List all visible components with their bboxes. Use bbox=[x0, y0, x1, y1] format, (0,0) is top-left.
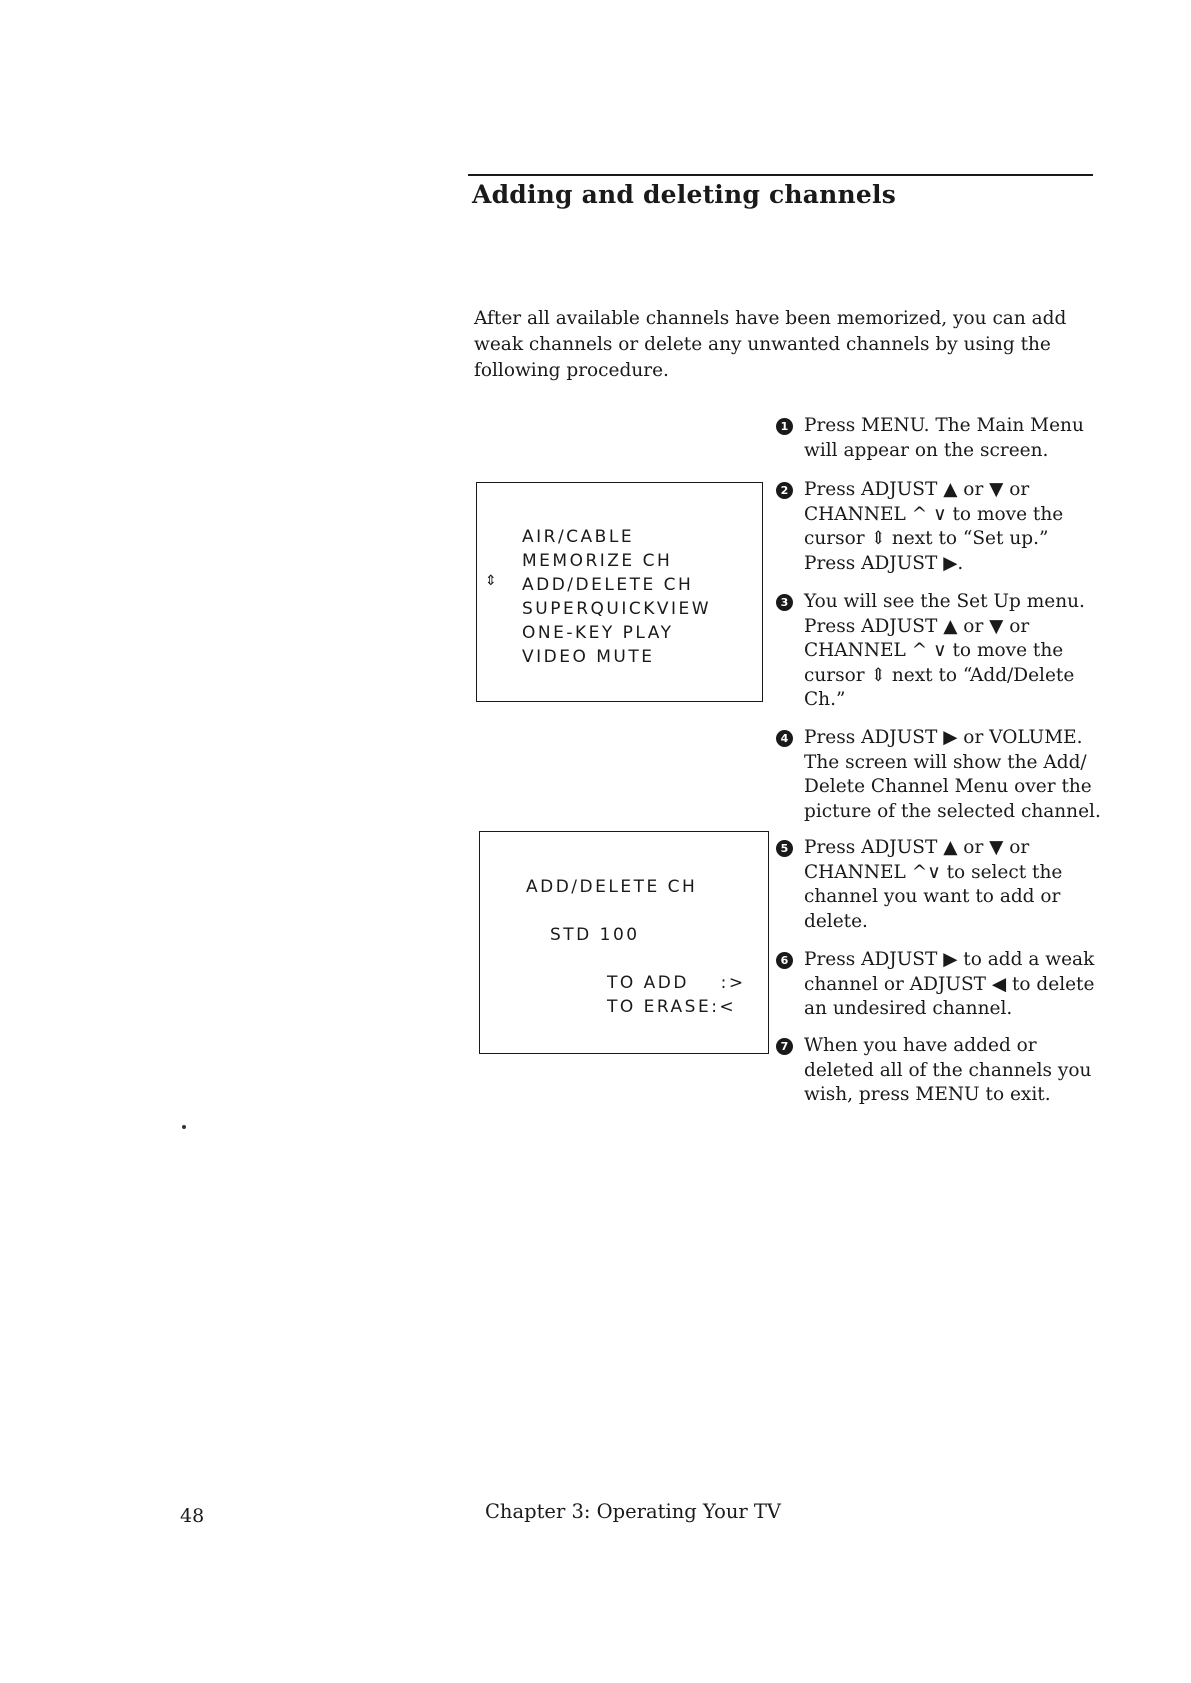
step-number-badge: 4 bbox=[776, 730, 793, 747]
step-2 bbox=[776, 478, 1106, 576]
step-text: Press MENU. The Main Menu will appear on the screen. bbox=[804, 415, 1084, 461]
step-text: Press ADJUST ▲ or ▼ or CHANNEL ^ ∨ to move the cursor ⇕ next to “Set up.” Press ADJUST ▶. bbox=[804, 479, 1064, 574]
step-number-badge: 5 bbox=[776, 840, 793, 857]
menu-item-video-mute: VIDEO MUTE bbox=[522, 647, 655, 667]
step-number-badge: 3 bbox=[776, 594, 793, 611]
step-1 bbox=[776, 414, 1106, 463]
step-number-badge: 6 bbox=[776, 952, 793, 969]
menu-item-one-key-play: ONE-KEY PLAY bbox=[522, 623, 674, 643]
add-delete-title: ADD/DELETE CH bbox=[526, 877, 698, 897]
menu-item-superquickview: SUPERQUICKVIEW bbox=[522, 599, 712, 619]
step-text: Press ADJUST ▶ to add a weak channel or ADJUST ◀ to delete an undesired channel. bbox=[804, 949, 1095, 1019]
step-4 bbox=[776, 726, 1106, 824]
setup-menu-screen bbox=[476, 482, 763, 702]
step-text: Press ADJUST ▲ or ▼ or CHANNEL ^∨ to select the channel you want to add or delete. bbox=[804, 837, 1063, 932]
intro-paragraph bbox=[474, 306, 1074, 384]
page-number: 48 bbox=[180, 1505, 205, 1527]
step-text: Press ADJUST ▶ or VOLUME. The screen will show the Add/ Delete Channel Menu over the picture of the selected channel. bbox=[804, 727, 1101, 822]
step-number-badge: 7 bbox=[776, 1038, 793, 1055]
step-6 bbox=[776, 948, 1106, 1022]
step-5 bbox=[776, 836, 1106, 934]
page-title: Adding and deleting channels bbox=[472, 180, 896, 209]
menu-item-air-cable: AIR/CABLE bbox=[522, 527, 635, 547]
channel-readout: STD 100 bbox=[550, 925, 640, 945]
menu-item-add-delete-ch: ADD/DELETE CH bbox=[522, 575, 694, 595]
step-number-badge: 2 bbox=[776, 482, 793, 499]
step-3 bbox=[776, 590, 1106, 713]
step-7 bbox=[776, 1034, 1106, 1108]
chapter-footer: Chapter 3: Operating Your TV bbox=[485, 1500, 782, 1523]
scan-speck bbox=[182, 1125, 186, 1129]
cursor-icon: ⇕ bbox=[485, 573, 497, 589]
to-add-line: TO ADD :> bbox=[607, 973, 746, 993]
step-text: You will see the Set Up menu. Press ADJUST ▲ or ▼ or CHANNEL ^ ∨ to move the cursor ⇕ next to “Add/Delete Ch.” bbox=[804, 591, 1085, 710]
step-text: When you have added or deleted all of the channels you wish, press MENU to exit. bbox=[804, 1035, 1092, 1105]
step-number-badge: 1 bbox=[776, 418, 793, 435]
to-erase-line: TO ERASE:< bbox=[607, 997, 737, 1017]
menu-item-memorize-ch: MEMORIZE CH bbox=[522, 551, 673, 571]
title-rule bbox=[468, 174, 1093, 176]
add-delete-screen bbox=[479, 831, 769, 1054]
intro-text: After all available channels have been memorized, you can add weak channels or delete any unwanted channels by using the following procedure. bbox=[474, 308, 1067, 381]
